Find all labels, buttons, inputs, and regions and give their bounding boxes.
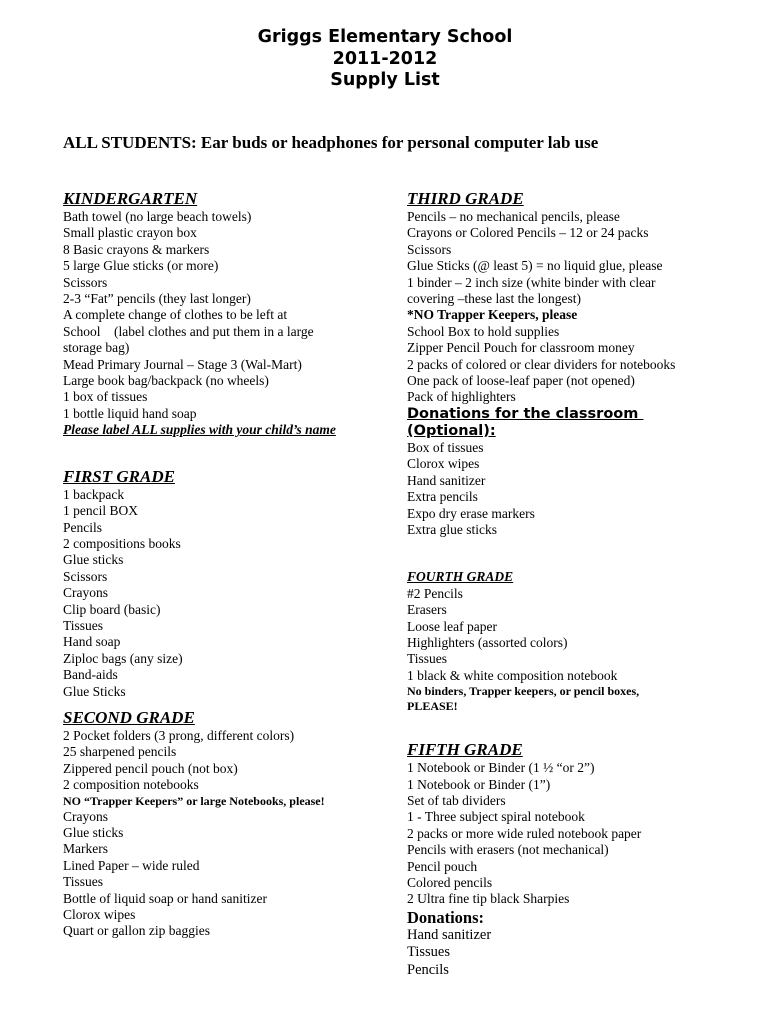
donations-classroom-heading bbox=[407, 406, 752, 440]
list-item: Glue sticks bbox=[63, 825, 124, 840]
list-item: 2 composition notebooks bbox=[63, 777, 199, 793]
list-item: Tissues bbox=[63, 874, 104, 890]
list-item: Clorox wipes bbox=[63, 907, 136, 923]
list-item: Glue Sticks (@ least 5) = no liquid glue, please bbox=[407, 258, 663, 274]
list-item: 1 bottle liquid hand soap bbox=[63, 405, 197, 421]
third-grade-heading: THIRD GRADE bbox=[407, 189, 524, 208]
list-item: 2-3 “Fat” pencils (they last longer) bbox=[63, 291, 251, 307]
list-item: Hand sanitizer bbox=[407, 472, 486, 488]
list-item: Glue sticks bbox=[63, 552, 124, 568]
kindergarten-heading: KINDERGARTEN bbox=[63, 189, 198, 208]
list-item: Erasers bbox=[407, 602, 447, 618]
list-item: Tissues bbox=[407, 651, 448, 667]
list-item: Extra pencils bbox=[407, 489, 478, 505]
list-item: 2 Pocket folders (3 prong, different colors) bbox=[63, 727, 295, 743]
right-column bbox=[407, 189, 752, 979]
list-item: Tissues bbox=[63, 617, 104, 633]
second-grade-list bbox=[63, 728, 393, 940]
list-item: Zipper Pencil Pouch for classroom money bbox=[407, 340, 635, 356]
list-item: 2 compositions books bbox=[63, 535, 181, 551]
list-item: Large book bag/backpack (no wheels) bbox=[63, 373, 269, 389]
second-grade-heading: SECOND GRADE bbox=[63, 707, 195, 727]
list-item: 2 Ultra fine tip black Sharpies bbox=[407, 891, 570, 907]
second-grade-note: NO “Trapper Keepers” or large Notebooks, please! bbox=[63, 793, 325, 808]
fourth-grade-note-line1: No binders, Trapper keepers, or pencil boxes, bbox=[407, 684, 640, 699]
list-item: Markers bbox=[63, 841, 108, 857]
list-item: Colored pencils bbox=[407, 875, 493, 890]
list-item: Scissors bbox=[407, 241, 452, 257]
list-item: Crayons bbox=[63, 808, 108, 824]
list-item: Ziploc bags (any size) bbox=[63, 650, 183, 666]
list-item: Box of tissues bbox=[407, 439, 484, 455]
list-item: Hand soap bbox=[63, 634, 121, 650]
donations-classroom-heading-line2: (Optional): bbox=[407, 422, 496, 439]
list-item: 1 box of tissues bbox=[63, 389, 148, 405]
fourth-grade-list bbox=[407, 586, 752, 714]
kindergarten-list bbox=[63, 209, 393, 439]
list-item: Hand sanitizer bbox=[407, 926, 492, 943]
donations-classroom-list bbox=[407, 440, 752, 538]
list-item: #2 Pencils bbox=[407, 585, 463, 601]
list-item: Clip board (basic) bbox=[63, 601, 161, 617]
list-item: Zippered pencil pouch (not box) bbox=[63, 760, 238, 776]
fifth-grade-heading: FIFTH GRADE bbox=[407, 740, 523, 760]
list-item: 2 packs or more wide ruled notebook paper bbox=[407, 825, 642, 841]
list-item: Band-aids bbox=[63, 667, 118, 683]
list-item: Pencils bbox=[63, 519, 102, 535]
list-item: 1 - Three subject spiral notebook bbox=[407, 809, 585, 825]
list-item: Scissors bbox=[63, 568, 108, 584]
donations-list bbox=[407, 927, 752, 980]
list-item: Pencils bbox=[407, 961, 449, 978]
fourth-grade-note-line2: PLEASE! bbox=[407, 699, 458, 714]
list-item: One pack of loose-leaf paper (not opened) bbox=[407, 373, 635, 389]
list-item: Crayons or Colored Pencils – 12 or 24 packs bbox=[407, 225, 649, 241]
first-grade-heading: FIRST GRADE bbox=[63, 466, 175, 486]
list-item: storage bag) bbox=[63, 340, 130, 356]
school-name: Griggs Elementary School bbox=[257, 27, 513, 47]
list-item: 1 pencil BOX bbox=[63, 503, 138, 519]
list-item: Highlighters (assorted colors) bbox=[407, 634, 568, 650]
list-item: A complete change of clothes to be left at bbox=[63, 307, 288, 323]
list-item: Bottle of liquid soap or hand sanitizer bbox=[63, 890, 267, 906]
list-item: Small plastic crayon box bbox=[63, 225, 197, 241]
donations-heading: Donations: bbox=[407, 907, 485, 927]
list-item: School (label clothes and put them in a large bbox=[63, 323, 314, 339]
list-item: Pencils with erasers (not mechanical) bbox=[407, 842, 609, 858]
list-item: 1 black & white composition notebook bbox=[407, 667, 618, 683]
list-item: 1 Notebook or Binder (1”) bbox=[407, 776, 551, 792]
list-item: 25 sharpened pencils bbox=[63, 744, 177, 760]
list-item: Loose leaf paper bbox=[407, 618, 497, 634]
all-students-note: ALL STUDENTS: Ear buds or headphones for personal computer lab use bbox=[63, 133, 599, 152]
list-item: 1 Notebook or Binder (1 ½ “or 2”) bbox=[407, 760, 595, 776]
list-item: Tissues bbox=[407, 944, 450, 961]
list-item: Extra glue sticks bbox=[407, 521, 497, 537]
list-item: 1 binder – 2 inch size (white binder with clear bbox=[407, 274, 656, 290]
kindergarten-note: Please label ALL supplies with your child’s name bbox=[63, 422, 336, 438]
first-grade-list bbox=[63, 487, 393, 700]
list-title: Supply List bbox=[330, 70, 440, 90]
fifth-grade-list bbox=[407, 760, 752, 908]
list-item: Set of tab dividers bbox=[407, 792, 506, 808]
list-item: 2 packs of colored or clear dividers for notebooks bbox=[407, 356, 676, 372]
document-title bbox=[0, 27, 770, 92]
fourth-grade-heading: FOURTH GRADE bbox=[407, 569, 514, 585]
list-item: covering –these last the longest) bbox=[407, 291, 581, 307]
list-item: 1 backpack bbox=[63, 486, 125, 502]
list-item: 5 large Glue sticks (or more) bbox=[63, 258, 219, 274]
list-item: 8 Basic crayons & markers bbox=[63, 241, 210, 257]
left-column bbox=[63, 189, 393, 940]
list-item: Bath towel (no large beach towels) bbox=[63, 209, 252, 224]
third-grade-note: *NO Trapper Keepers, please bbox=[407, 307, 578, 323]
list-item: Lined Paper – wide ruled bbox=[63, 857, 200, 873]
list-item: Clorox wipes bbox=[407, 456, 480, 472]
third-grade-list bbox=[407, 209, 752, 406]
school-year: 2011-2012 bbox=[332, 48, 438, 69]
list-item: Pack of highlighters bbox=[407, 389, 516, 405]
list-item: Expo dry erase markers bbox=[407, 505, 535, 521]
list-item: Glue Sticks bbox=[63, 683, 126, 699]
list-item: Scissors bbox=[63, 274, 108, 290]
list-item: Mead Primary Journal – Stage 3 (Wal-Mart) bbox=[63, 356, 302, 372]
list-item: Crayons bbox=[63, 585, 108, 601]
donations-classroom-heading-line1: Donations for the classroom bbox=[407, 405, 644, 422]
list-item: Quart or gallon zip baggies bbox=[63, 923, 210, 939]
list-item: Pencil pouch bbox=[407, 858, 478, 874]
list-item: Pencils – no mechanical pencils, please bbox=[407, 209, 620, 224]
list-item: School Box to hold supplies bbox=[407, 323, 560, 339]
